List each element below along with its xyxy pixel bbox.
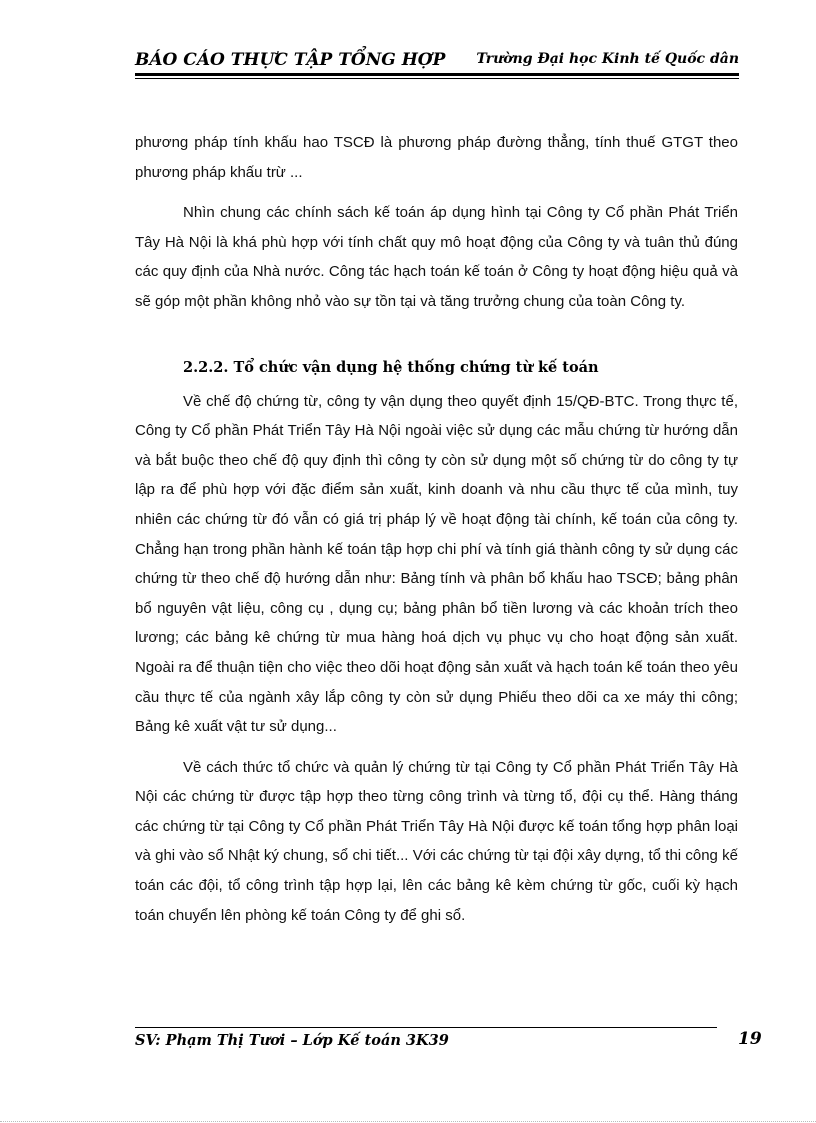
section-heading: 2.2.2. Tổ chức vận dụng hệ thống chứng từ kế toán (183, 358, 599, 376)
footer-divider (135, 1027, 717, 1028)
student-info: SV: Phạm Thị Tươi – Lớp Kế toán 3K39 (135, 1032, 449, 1049)
paragraph: Nhìn chung các chính sách kế toán áp dụng hình tại Công ty Cổ phần Phát Triển Tây Hà Nội là khá phù hợp với tính chất quy mô hoạt động của Công ty và tuân thủ đúng các quy định của Nhà nước. Công tác hạch toán kế toán ở Công ty hoạt động hiệu quả và sẽ góp một phần không nhỏ vào sự tồn tại và tăng trưởng chung của toàn Công ty. (135, 204, 738, 310)
page-number: 19 (738, 1029, 762, 1049)
header-divider (135, 73, 739, 76)
page-header (135, 46, 739, 72)
paragraph: Về chế độ chứng từ, công ty vận dụng theo quyết định 15/QĐ-BTC. Trong thực tế, Công ty Cổ phần Phát Triển Tây Hà Nội ngoài việc sử dụng các mẫu chứng từ hướng dẫn và bắt buộc theo chế độ quy định thì công ty còn sử dụng một số chứng từ do công ty tự lập ra để phù hợp với đặc điểm sản xuất, kinh doanh và nhu cầu thực tế của mình, tuy nhiên các chứng từ đó vẫn có giá trị pháp lý về hoạt động tài chính, kế toán của công ty. Chẳng hạn trong phần hành kế toán tập hợp chi phí và tính giá thành công ty sử dụng các chứng từ theo chế độ hướng dẫn như: Bảng tính và phân bổ khấu hao TSCĐ; bảng phân bổ nguyên vật liệu, công cụ , dụng cụ; bảng phân bổ tiền lương và các khoản trích theo lương; các bảng kê chứng từ mua hàng hoá dịch vụ phục vụ cho hoạt động sản xuất. Ngoài ra để thuận tiện cho việc theo dõi hoạt động sản xuất và hạch toán kế toán theo yêu cầu thực tế của ngành xây lắp công ty còn sử dụng Phiếu theo dõi ca xe máy thi công; Bảng kê xuất vật tư sử dụng... (135, 392, 738, 736)
report-title: BÁO CÁO THỰC TẬP TỔNG HỢP (135, 50, 446, 70)
page-body (135, 128, 738, 941)
university-name: Trường Đại học Kinh tế Quốc dân (476, 51, 739, 67)
paragraph: phương pháp tính khấu hao TSCĐ là phương pháp đường thẳng, tính thuế GTGT theo phương pháp khấu trừ ... (135, 134, 738, 181)
paragraph: Về cách thức tổ chức và quản lý chứng từ tại Công ty Cổ phần Phát Triển Tây Hà Nội các chứng từ được tập hợp theo từng công trình và từng tổ, đội cụ thể. Hàng tháng các chứng từ tại Công ty Cổ phần Phát Triển Tây Hà Nội được kế toán tổng hợp phân loại và ghi vào sổ Nhật ký chung, sổ chi tiết... Với các chứng từ tại đội xây dựng, tổ thi công kế toán các đội, tổ công trình tập hợp lại, lên các bảng kê kèm chứng từ gốc, cuối kỳ hạch toán chuyển lên phòng kế toán Công ty để ghi sổ. (135, 758, 738, 924)
page-edge (0, 1121, 816, 1122)
header-divider-thin (135, 78, 739, 79)
